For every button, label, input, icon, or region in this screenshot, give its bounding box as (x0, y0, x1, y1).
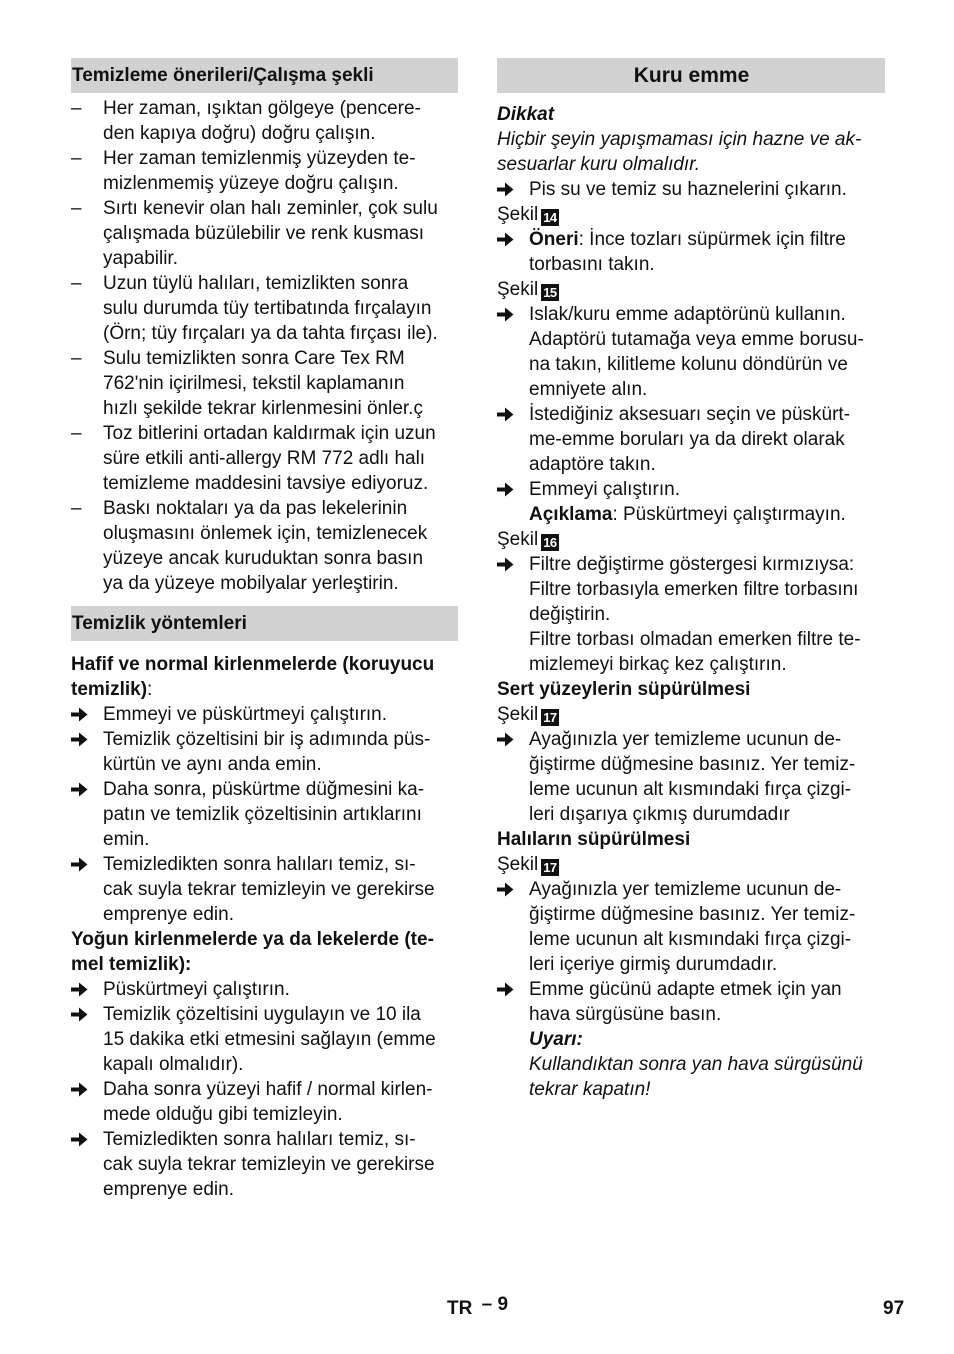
line: Yoğun kirlenmelerde ya da lekelerde (te- (71, 929, 434, 950)
arrow-right-icon (497, 977, 525, 997)
list-item (497, 227, 885, 277)
list-item (71, 421, 458, 496)
figure-reference (497, 702, 885, 727)
warning-text: tekrar kapatın! (529, 1079, 651, 1100)
line: Daha sonra yüzeyi hafif / normal kirlen- (103, 1079, 433, 1100)
section-page-number (482, 1294, 508, 1315)
figure-number-icon: 17 (543, 710, 557, 725)
dash-marker: – (71, 423, 82, 444)
line: mizlemeyi birkaç kez çalıştırın. (529, 654, 787, 675)
arrow-right-icon (71, 1077, 99, 1097)
heading-text: temizlik) (71, 679, 148, 700)
section-title-cleaning-methods: Temizlik yöntemleri (71, 606, 458, 641)
tip-text: : İnce tozları süpürmek için filtre (578, 229, 846, 250)
line: mede olduğu gibi temizleyin. (103, 1104, 343, 1125)
arrow-right-icon (71, 1127, 99, 1147)
line: torbasını takın. (529, 254, 655, 275)
line (529, 227, 885, 252)
list-item (497, 477, 885, 527)
line: yüzeye ancak kuruduktan sonra basın (103, 548, 424, 569)
line: Ayağınızla yer temizleme ucunun de- (529, 729, 842, 750)
list-item-text (103, 346, 458, 421)
arrow-right-icon (71, 702, 99, 722)
note-label: Açıklama (529, 504, 613, 525)
warning-label: Uyarı: (529, 1029, 583, 1050)
page-number: 97 (883, 1298, 905, 1319)
list-item (71, 196, 458, 271)
line: mizlenmemiş yüzeye doğru çalışın. (103, 173, 399, 194)
line: emin. (103, 829, 150, 850)
heading-heavy-soiling (71, 927, 458, 977)
line: leme ucunun alt kısmındaki fırça çizgi- (529, 929, 852, 950)
list-item (71, 1002, 458, 1077)
line: mel temizlik): (71, 954, 192, 975)
list-item (71, 852, 458, 927)
list-item (71, 496, 458, 596)
line: yapabilir. (103, 248, 178, 269)
line: Filtre torbasıyla emerken filtre torbasını (529, 579, 859, 600)
figure-label: Şekil (497, 279, 539, 300)
warning-text: Kullandıktan sonra yan hava sürgüsünü (529, 1054, 863, 1075)
line: Temizledikten sonra halıları temiz, sı- (103, 1129, 416, 1150)
arrow-right-icon (71, 852, 99, 872)
list-item (497, 877, 885, 977)
list-item-text (529, 477, 885, 527)
figure-reference (497, 852, 885, 877)
language-code: TR (447, 1298, 473, 1319)
line: değiştirin. (529, 604, 611, 625)
line: kapalı olmalıdır). (103, 1054, 244, 1075)
note-text: : Püskürtmeyi çalıştırmayın. (612, 504, 846, 525)
list-item-text (529, 877, 885, 977)
list-item (71, 96, 458, 146)
list-item (497, 727, 885, 827)
arrow-right-icon (71, 1002, 99, 1022)
arrow-list-a (71, 702, 458, 927)
line: leme ucunun alt kısmındaki fırça çizgi- (529, 779, 852, 800)
figure-reference (497, 277, 885, 302)
list-item-text (103, 977, 458, 1002)
figure-reference (497, 202, 885, 227)
dash-marker: – (71, 148, 82, 169)
list-item (497, 402, 885, 477)
line: na takın, kilitleme kolunu döndürün ve (529, 354, 848, 375)
line: Emmeyi çalıştırın. (529, 479, 680, 500)
line: Toz bitlerini ortadan kaldırmak için uzun (103, 423, 436, 444)
list-item-text (103, 96, 458, 146)
line: leri dışarıya çıkmış durumdadır (529, 804, 790, 825)
heading-light-soiling (71, 652, 458, 702)
list-item (71, 777, 458, 852)
line: emprenye edin. (103, 1179, 234, 1200)
list-item-text (103, 196, 458, 271)
line: Baskı noktaları ya da pas lekelerinin (103, 498, 408, 519)
list-item-text (529, 227, 885, 277)
line (71, 677, 458, 702)
list-item (71, 1077, 458, 1127)
line: leri içeriye girmiş durumdadır. (529, 954, 778, 975)
list-item (71, 146, 458, 196)
dash-marker: – (71, 498, 82, 519)
figure-label: Şekil (497, 704, 539, 725)
list-item-text (103, 727, 458, 777)
line: Her zaman, ışıktan gölgeye (pencere- (103, 98, 421, 119)
line (529, 502, 885, 527)
line: Ayağınızla yer temizleme ucunun de- (529, 879, 842, 900)
list-item-text (103, 1127, 458, 1202)
list-item (71, 727, 458, 777)
list-item (71, 1127, 458, 1202)
caution-text (497, 127, 885, 177)
line: İstediğiniz aksesuarı seçin ve püskürt- (529, 404, 851, 425)
list-item-text (103, 146, 458, 196)
line: den kapıya doğru) doğru çalışın. (103, 123, 376, 144)
line: Püskürtmeyi çalıştırın. (103, 979, 290, 1000)
line: Emme gücünü adapte etmek için yan (529, 979, 842, 1000)
heading-carpets: Halıların süpürülmesi (497, 829, 691, 850)
list-item-text (103, 1002, 458, 1077)
figure-number-icon: 17 (543, 860, 557, 875)
line: Filtre torbası olmadan emerken filtre te- (529, 629, 861, 650)
dash-marker: – (71, 348, 82, 369)
line: Her zaman temizlenmiş yüzeyden te- (103, 148, 416, 169)
list-item-text: Pis su ve temiz su haznelerini çıkarın. (529, 179, 847, 200)
dash-marker: – (71, 98, 82, 119)
arrow-right-icon (497, 552, 525, 572)
list-item (497, 177, 885, 202)
line: temizleme maddesini tavsiye ediyoruz. (103, 473, 429, 494)
list-item-text (529, 977, 885, 1102)
arrow-right-icon (71, 777, 99, 797)
line: oluşmasını önlemek için, temizlenecek (103, 523, 428, 544)
line: Islak/kuru emme adaptörünü kullanın. (529, 304, 846, 325)
line: Temizlik çözeltisini uygulayın ve 10 ila (103, 1004, 421, 1025)
dash: – (481, 1294, 493, 1315)
list-item-text (529, 302, 885, 402)
list-item (71, 702, 458, 727)
figure-number-icon: 14 (543, 210, 557, 225)
list-item-text (529, 402, 885, 477)
line: kürtün ve aynı anda emin. (103, 754, 322, 775)
list-item-text (103, 852, 458, 927)
line: süre etkili anti-allergy RM 772 adlı halı (103, 448, 426, 469)
heading-hard-floors: Sert yüzeylerin süpürülmesi (497, 679, 751, 700)
line: çalışmada büzülebilir ve renk kusması (103, 223, 425, 244)
section-title-cleaning-tips: Temizleme önerileri/Çalışma şekli (71, 58, 458, 93)
dash-marker: – (71, 198, 82, 219)
footer-section-page (447, 1296, 508, 1321)
list-item-text (103, 271, 458, 346)
line: Hafif ve normal kirlenmelerde (koruyucu (71, 654, 435, 675)
line: emprenye edin. (103, 904, 234, 925)
list-item (497, 552, 885, 677)
dash-marker: – (71, 273, 82, 294)
list-item-text (103, 496, 458, 596)
arrow-right-icon (497, 477, 525, 497)
line: Sulu temizlikten sonra Care Tex RM (103, 348, 405, 369)
line: Filtre değiştirme göstergesi kırmızıysa: (529, 554, 855, 575)
figure-label: Şekil (497, 854, 539, 875)
figure-number-icon: 15 (543, 285, 557, 300)
figure-reference (497, 527, 885, 552)
arrow-list-b (71, 977, 458, 1202)
line: (Örn; tüy fırçaları ya da tahta fırçası ile). (103, 323, 438, 344)
arrow-right-icon (497, 302, 525, 322)
line: Adaptörü tutamağa veya emme borusu- (529, 329, 864, 350)
line: emniyete alın. (529, 379, 648, 400)
line: Sırtı kenevir olan halı zeminler, çok sulu (103, 198, 438, 219)
line: Hiçbir şeyin yapışmaması için hazne ve ak- (497, 129, 862, 150)
figure-label: Şekil (497, 529, 539, 550)
page-number-text: 9 (497, 1294, 509, 1315)
list-item (71, 271, 458, 346)
line: hava sürgüsüne basın. (529, 1004, 722, 1025)
colon: : (147, 679, 153, 700)
list-item (71, 977, 458, 1002)
dash-list (71, 96, 458, 596)
line: Temizlik çözeltisini bir iş adımında püs- (103, 729, 431, 750)
line: ğiştirme düğmesine basınız. Yer temiz- (529, 754, 856, 775)
list-item-text (103, 702, 458, 727)
line: patın ve temizlik çözeltisinin artıklarını (103, 804, 422, 825)
line: Temizledikten sonra halıları temiz, sı- (103, 854, 416, 875)
list-item-text (103, 421, 458, 496)
line: sulu durumda tüy tertibatında fırçalayın (103, 298, 432, 319)
line: adaptöre takın. (529, 454, 656, 475)
arrow-right-icon (497, 727, 525, 747)
right-column (497, 58, 885, 1102)
list-item-text (103, 777, 458, 852)
list-item (71, 346, 458, 421)
caution-label: Dikkat (497, 104, 555, 125)
list-item (497, 977, 885, 1102)
arrow-right-icon (497, 402, 525, 422)
list-item-text (529, 552, 885, 677)
line: Uzun tüylü halıları, temizlikten sonra (103, 273, 409, 294)
section-title-dry-vacuuming: Kuru emme (497, 58, 885, 93)
line: sesuarlar kuru olmalıdır. (497, 154, 701, 175)
arrow-right-icon (497, 227, 525, 247)
figure-label: Şekil (497, 204, 539, 225)
line: ğiştirme düğmesine basınız. Yer temiz- (529, 904, 856, 925)
line: ya da yüzeye mobilyalar yerleştirin. (103, 573, 399, 594)
arrow-right-icon (497, 877, 525, 897)
arrow-right-icon (497, 177, 525, 197)
arrow-right-icon (71, 977, 99, 997)
line: 762'nin içirilmesi, tekstil kaplamanın (103, 373, 405, 394)
left-column (71, 58, 458, 1202)
line: me-emme boruları ya da direkt olarak (529, 429, 845, 450)
list-item-text (103, 1077, 458, 1127)
line: 15 dakika etki etmesini sağlayın (emme (103, 1029, 436, 1050)
list-item (497, 302, 885, 402)
line: cak suyla tekrar temizleyin ve gerekirse (103, 879, 435, 900)
arrow-right-icon (71, 727, 99, 747)
line: cak suyla tekrar temizleyin ve gerekirse (103, 1154, 435, 1175)
line: Daha sonra, püskürtme düğmesini ka- (103, 779, 425, 800)
list-item-text (529, 727, 885, 827)
line: Emmeyi ve püskürtmeyi çalıştırın. (103, 704, 388, 725)
figure-number-icon: 16 (543, 535, 557, 550)
line: hızlı şekilde tekrar kirlenmesini önler.ç (103, 398, 423, 419)
tip-label: Öneri (529, 229, 579, 250)
